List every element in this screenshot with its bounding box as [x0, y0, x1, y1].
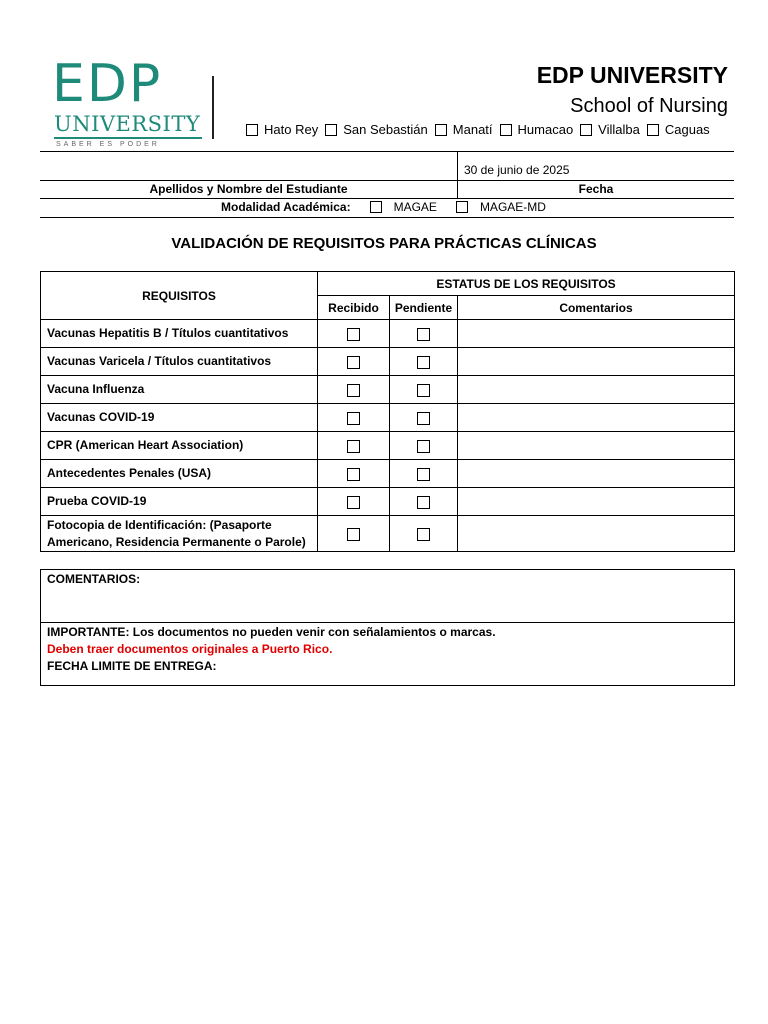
comment-cell[interactable]: [458, 348, 735, 376]
campus-label: Humacao: [517, 122, 574, 137]
comment-cell[interactable]: [458, 376, 735, 404]
requirement-name: CPR (American Heart Association): [41, 432, 318, 460]
column-header-pendiente: Pendiente: [390, 296, 458, 320]
checkbox[interactable]: [417, 328, 430, 341]
table-header-row: [41, 272, 735, 296]
date-label: Fecha: [578, 182, 614, 196]
recibido-cell: [318, 460, 390, 488]
notes-section: [41, 623, 734, 675]
campus-options: [246, 122, 710, 137]
table-row: [41, 376, 735, 404]
checkbox[interactable]: [347, 356, 360, 369]
checkbox[interactable]: [246, 124, 258, 136]
pendiente-cell: [390, 320, 458, 348]
recibido-cell: [318, 404, 390, 432]
recibido-cell: [318, 348, 390, 376]
campus-label: Hato Rey: [264, 122, 319, 137]
student-name-label: Apellidos y Nombre del Estudiante: [149, 182, 348, 196]
university-name: EDP UNIVERSITY: [536, 62, 728, 88]
comment-cell[interactable]: [458, 404, 735, 432]
modalidad-option-magae-md: MAGAE-MD: [479, 200, 546, 214]
form-title: VALIDACIÓN DE REQUISITOS PARA PRÁCTICAS CLÍNICAS: [171, 235, 597, 252]
edp-university-logo: [52, 54, 212, 150]
fecha-limite-label: FECHA LIMITE DE ENTREGA:: [47, 659, 217, 673]
modalidad-option-magae: MAGAE: [393, 200, 437, 214]
checkbox[interactable]: [417, 384, 430, 397]
table-row: [41, 460, 735, 488]
checkbox[interactable]: [417, 412, 430, 425]
checkbox[interactable]: [500, 124, 512, 136]
table-row: [41, 320, 735, 348]
column-header-status: ESTATUS DE LOS REQUISITOS: [318, 272, 735, 296]
date-value[interactable]: 30 de junio de 2025: [464, 163, 570, 177]
checkbox[interactable]: [347, 496, 360, 509]
checkbox[interactable]: [347, 328, 360, 341]
campus-option-caguas: [647, 122, 710, 137]
pendiente-cell: [390, 516, 458, 552]
comment-cell[interactable]: [458, 320, 735, 348]
recibido-cell: [318, 488, 390, 516]
logo-subwordmark: UNIVERSITY: [54, 112, 201, 136]
info-mid-rule: [40, 198, 734, 199]
table-row: [41, 488, 735, 516]
checkbox[interactable]: [417, 356, 430, 369]
campus-option-manati: [435, 122, 493, 137]
checkbox[interactable]: [347, 440, 360, 453]
requirement-name: Fotocopia de Identificación: (Pasaporte Americano, Residencia Permanente o Parole): [41, 516, 318, 552]
comment-cell[interactable]: [458, 432, 735, 460]
checkbox[interactable]: [417, 528, 430, 541]
requirement-name: Vacunas Hepatitis B / Títulos cuantitativos: [41, 320, 318, 348]
checkbox[interactable]: [417, 496, 430, 509]
modalidad-label: Modalidad Académica:: [221, 200, 351, 214]
campus-option-humacao: [500, 122, 574, 137]
modalidad-row: [221, 200, 565, 214]
checkbox[interactable]: [417, 468, 430, 481]
campus-label: Manatí: [452, 122, 493, 137]
column-header-recibido: Recibido: [318, 296, 390, 320]
pendiente-cell: [390, 348, 458, 376]
checkbox[interactable]: [370, 201, 382, 213]
campus-label: Villalba: [598, 122, 640, 137]
checkbox[interactable]: [347, 384, 360, 397]
campus-option-hato-rey: [246, 122, 318, 137]
info-top-rule: [40, 151, 734, 152]
checkbox[interactable]: [347, 412, 360, 425]
importante-note: IMPORTANTE: Los documentos no pueden venir con señalamientos o marcas.: [47, 625, 496, 639]
campus-option-san-sebastian: [325, 122, 428, 137]
column-header-requisitos: REQUISITOS: [41, 272, 318, 320]
originales-note: Deben traer documentos originales a Puerto Rico.: [47, 642, 333, 656]
campus-label: San Sebastián: [343, 122, 428, 137]
checkbox[interactable]: [325, 124, 337, 136]
pendiente-cell: [390, 460, 458, 488]
requirement-name: Vacunas COVID-19: [41, 404, 318, 432]
comments-box: [40, 569, 735, 686]
requirement-name: Vacunas Varicela / Títulos cuantitativos: [41, 348, 318, 376]
logo-slogan: SABER ES PODER: [56, 141, 160, 148]
student-name-field-line[interactable]: [40, 180, 734, 181]
requirement-name: Antecedentes Penales (USA): [41, 460, 318, 488]
school-name: School of Nursing: [570, 95, 728, 117]
header-divider: [212, 76, 214, 139]
logo-rule: [54, 137, 202, 139]
recibido-cell: [318, 432, 390, 460]
info-bottom-rule: [40, 217, 734, 218]
comment-cell[interactable]: [458, 460, 735, 488]
comment-cell[interactable]: [458, 516, 735, 552]
pendiente-cell: [390, 404, 458, 432]
checkbox[interactable]: [456, 201, 468, 213]
checkbox[interactable]: [347, 528, 360, 541]
requirement-name: Prueba COVID-19: [41, 488, 318, 516]
checkbox[interactable]: [580, 124, 592, 136]
table-row: [41, 432, 735, 460]
checkbox[interactable]: [647, 124, 659, 136]
table-row: [41, 404, 735, 432]
requirements-table: [40, 271, 735, 552]
logo-wordmark: EDP: [52, 54, 163, 114]
comment-cell[interactable]: [458, 488, 735, 516]
checkbox[interactable]: [435, 124, 447, 136]
table-row: [41, 348, 735, 376]
recibido-cell: [318, 320, 390, 348]
comments-field[interactable]: [41, 570, 734, 623]
recibido-cell: [318, 516, 390, 552]
pendiente-cell: [390, 488, 458, 516]
recibido-cell: [318, 376, 390, 404]
checkbox[interactable]: [347, 468, 360, 481]
campus-label: Caguas: [664, 122, 710, 137]
table-row: [41, 516, 735, 552]
pendiente-cell: [390, 432, 458, 460]
checkbox[interactable]: [417, 440, 430, 453]
campus-option-villalba: [580, 122, 640, 137]
column-header-comentarios: Comentarios: [458, 296, 735, 320]
pendiente-cell: [390, 376, 458, 404]
comments-label: COMENTARIOS:: [47, 572, 141, 586]
requirement-name: Vacuna Influenza: [41, 376, 318, 404]
